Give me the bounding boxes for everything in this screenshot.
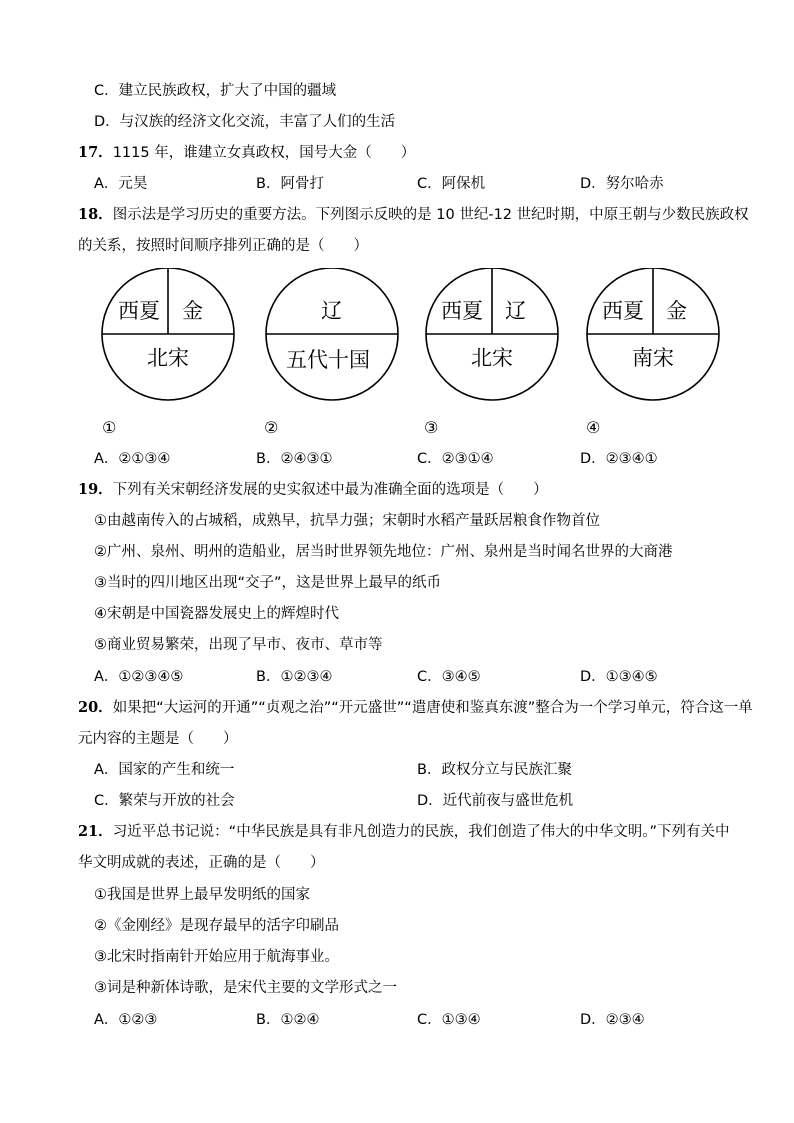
q19-option-b: B．①②③④: [256, 669, 333, 685]
q18-option-a: A．②①③④: [94, 451, 171, 467]
circle4-number: ④: [586, 418, 601, 437]
q17-option-a: A．元昊: [94, 176, 148, 192]
circle4-top-left-label: 西夏: [602, 299, 644, 323]
q17-stem: [78, 143, 415, 163]
circle3-top-left-label: 西夏: [441, 299, 483, 323]
q21-text: 习近平总书记说：“中华民族是具有非凡创造力的民族，我们创造了伟大的中华文明。”下列有关中: [112, 824, 730, 840]
q21-option-d: D．②③④: [580, 1012, 645, 1028]
q18-text: 图示法是学习历史的重要方法。下列图示反映的是 10 世纪-12 世纪时期，中原王朝与少数民族政权: [112, 207, 749, 223]
q19-option-a: A．①②③④⑤: [94, 669, 184, 685]
q19-option-d: D．①③④⑤: [580, 669, 658, 685]
circle3-bottom-label: 北宋: [471, 346, 513, 370]
q19-number: 19．: [78, 481, 113, 498]
circle-diagram-2: [266, 268, 398, 400]
q19-text: 下列有关宋朝经济发展的史实叙述中最为准确全面的选项是（ ）: [112, 482, 548, 498]
circle-diagram-3: [426, 268, 558, 400]
q18-stem-line2: 的关系，按照时间顺序排列正确的是（ ）: [78, 238, 368, 254]
q19-option-c: C．③④⑤: [417, 669, 481, 685]
q17-option-b: B．阿骨打: [256, 176, 324, 192]
q21-item-3: ③北宋时指南针开始应用于航海事业。: [94, 949, 339, 965]
circle2-top-label: 辽: [321, 299, 342, 323]
q19-item-2: ②广州、泉州、明州的造船业，居当时世界领先地位：广州、泉州是当时闻名世界的大商港: [94, 544, 673, 560]
q18-option-d: D．②③④①: [580, 451, 658, 467]
circle1-top-right-label: 金: [182, 299, 203, 323]
q18-circle-diagrams: [96, 268, 736, 443]
q19-stem: [78, 480, 548, 500]
q21-stem-line1: [78, 822, 729, 842]
q21-stem-line2: 华文明成就的表述，正确的是（ ）: [78, 855, 325, 871]
q20-stem-line1: [78, 698, 753, 718]
q18-stem-line1: [78, 205, 749, 225]
circle3-number: ③: [424, 418, 439, 437]
q18-option-c: C．②③①④: [417, 451, 494, 467]
circle1-bottom-label: 北宋: [147, 346, 189, 370]
q20-option-d: D．近代前夜与盛世危机: [417, 793, 574, 809]
q19-item-4: ④宋朝是中国瓷器发展史上的辉煌时代: [94, 606, 339, 622]
q16-option-c: C．建立民族政权，扩大了中国的疆域: [94, 83, 337, 99]
q21-item-2: ②《金刚经》是现存最早的活字印刷品: [94, 918, 339, 934]
circle-diagram-1: [102, 268, 234, 400]
q19-item-1: ①由越南传入的占城稻，成熟早，抗旱力强；宋朝时水稻产量跃居粮食作物首位: [94, 513, 600, 529]
q20-number: 20．: [78, 699, 113, 716]
q21-option-b: B．①②④: [256, 1012, 320, 1028]
circle4-top-right-label: 金: [666, 299, 687, 323]
q17-text: 1115 年，谁建立女真政权，国号大金（ ）: [112, 145, 416, 161]
circle3-top-right-label: 辽: [505, 299, 526, 323]
circle-diagram-4: [587, 268, 719, 400]
q21-option-c: C．①③④: [417, 1012, 481, 1028]
q18-number: 18．: [78, 206, 113, 223]
q19-item-5: ⑤商业贸易繁荣，出现了早市、夜市、草市等: [94, 637, 383, 653]
circle4-bottom-label: 南宋: [632, 346, 674, 370]
circle1-number: ①: [102, 418, 117, 437]
q16-option-d: D．与汉族的经济文化交流，丰富了人们的生活: [94, 114, 396, 130]
q20-option-a: A．国家的产生和统一: [94, 762, 235, 778]
circle2-bottom-label: 五代十国: [286, 348, 370, 372]
circle1-top-left-label: 西夏: [118, 299, 160, 323]
q17-option-c: C．阿保机: [417, 176, 486, 192]
q17-option-d: D．努尔哈赤: [580, 176, 664, 192]
q21-item-4: ③词是种新体诗歌，是宋代主要的文学形式之一: [94, 980, 397, 996]
q17-number: 17．: [78, 144, 113, 161]
q19-item-3: ③当时的四川地区出现“交子”，这是世界上最早的纸币: [94, 575, 442, 591]
q20-stem-line2: 元内容的主题是（ ）: [78, 731, 238, 747]
q20-text: 如果把“大运河的开通”“贞观之治”“开元盛世”“遣唐使和鉴真东渡”整合为一个学习单元，符合这一单: [112, 700, 753, 716]
q21-item-1: ①我国是世界上最早发明纸的国家: [94, 887, 310, 903]
q20-option-c: C．繁荣与开放的社会: [94, 793, 235, 809]
circle2-number: ②: [264, 418, 279, 437]
q21-option-a: A．①②③: [94, 1012, 158, 1028]
q20-option-b: B．政权分立与民族汇聚: [417, 762, 572, 778]
q18-option-b: B．②④③①: [256, 451, 333, 467]
q21-number: 21．: [78, 823, 113, 840]
